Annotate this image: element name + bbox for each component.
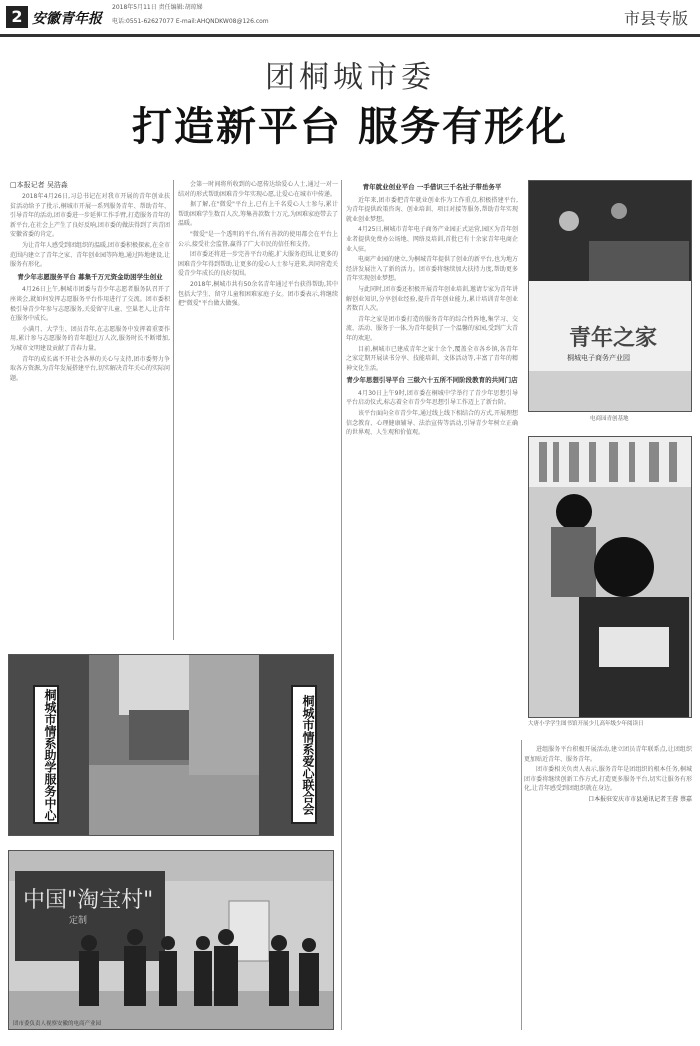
sign-youth-home-sub: 桐城电子商务产业园 xyxy=(567,354,630,362)
paragraph: 小满月、大学生、团员青年,在志愿服务中发挥着重要作用,累计参与志愿服务的青年超过万人次,服务时长不断增加,为城市文明建设贡献了青春力量。 xyxy=(10,325,170,352)
paragraph: 2018年,桐城市共有50余名青年通过平台获得帮助,其中包括大学生、留守儿童和困难家庭子女。团市委表示,将继续把"微爱"平台做大做强。 xyxy=(178,280,338,308)
paragraph: 与此同时,团市委还积极开展青年创业培训,邀请专家为青年讲解创业知识,分享创业经验,提升青年创业能力,累计培训青年创业者数百人次。 xyxy=(346,285,518,313)
banner-text: 中国"淘宝村" xyxy=(23,888,154,913)
paragraph: 4月26日上午,桐城市团委与青少年志愿者服务队召开了座谈会,就如何发挥志愿服务平台作用进行了交流。团市委积极引导青少年参与志愿服务,关爱留守儿童、空巢老人,让青年在服务中成长。 xyxy=(10,286,170,323)
paragraph: 4月25日,桐城市青年电子商务产业园正式运营,园区为青年创业者提供免费办公场地、网络及培训,首批已有十余家青年电商企业入驻。 xyxy=(346,226,518,253)
article-column-1 xyxy=(10,192,170,640)
section-label: 市县专版 xyxy=(623,9,688,28)
photo-children-reading xyxy=(528,436,692,718)
paragraph: 团市委相关负责人表示,服务青年是团组织的根本任务,桐城团市委将继续创新工作方式,打造更多服务平台,切实让服务有形化,让青年感受到团组织就在身边。 xyxy=(524,766,692,793)
subheading: 青少年思想引导平台 三级六十五所不同阶段教育的共同门店 xyxy=(346,376,518,385)
sign-right: 桐城市情系爱心联合会 xyxy=(291,685,317,824)
article-column-3 xyxy=(346,180,518,1030)
paper-name: 安徽青年报 xyxy=(32,11,102,27)
paragraph: 青年之家是团市委打造的服务青年的综合性阵地,集学习、交流、活动、服务于一体,为青年提供了一个温馨的家园,受到广大青年的欢迎。 xyxy=(346,315,518,342)
paragraph: 电商产业园的建立,为桐城青年提供了创业的新平台,也为地方经济发展注入了新的活力。团市委将继续加大扶持力度,帮助更多青年实现创业梦想。 xyxy=(346,256,518,283)
column-divider xyxy=(341,180,342,1030)
paragraph: 近年来,团市委把青年就业创业作为工作重点,积极搭建平台,为青年提供政策咨询、创业培训、项目对接等服务,帮助青年实现就业创业梦想。 xyxy=(346,196,518,223)
masthead xyxy=(0,0,700,37)
sign-youth-home: 青年之家 xyxy=(569,325,658,351)
byline: □本报记者 吴浩淼 xyxy=(10,181,68,189)
photo-caption: 大唐小学学生图书馆开展少儿高年级少年阅读日 xyxy=(528,721,644,727)
paragraph: 为让青年人感受到团组织的温暖,团市委积极探索,在全市范围内建立了青年之家、青年创业园等阵地,通过阵地建设,让服务有形化。 xyxy=(10,241,170,269)
photo-caption: 团市委负责人视察安徽的电商产业园 xyxy=(13,1021,102,1027)
paragraph: "微爱"是一个透明的平台,所有善款的使用都会在平台上公示,接受社会监督,赢得了广大市民的信任和支持。 xyxy=(178,230,338,248)
article-column-2 xyxy=(178,180,338,640)
headline-kicker: 团桐城市委 xyxy=(265,60,435,95)
photo-indoor-visit xyxy=(8,850,334,1030)
paragraph: 4月30日上午9时,团市委在桐城中学举行了青少年思想引导平台启动仪式,标志着全市青少年思想引导工作迈上了新台阶。 xyxy=(346,389,518,407)
paragraph: 据了解,在"微爱"平台上,已有上千名爱心人士参与,累计帮助困难学生数百人次,筹集善款数十万元,为困难家庭带去了温暖。 xyxy=(178,201,338,228)
subheading: 青少年志愿服务平台 募集千万元资金助困学生创业 xyxy=(17,272,163,281)
photo-caption: 电商园青创基地 xyxy=(590,416,629,422)
article-column-4 xyxy=(524,745,692,1035)
photo-youth-home xyxy=(528,180,692,412)
photo-gate-signs xyxy=(8,654,334,836)
photo-youth-home-scene xyxy=(529,181,691,411)
column-divider xyxy=(521,740,522,1030)
banner-subtext: 定制 xyxy=(69,916,88,926)
paragraph: 会第一时间将所收到的心愿传达给爱心人士,通过一对一结对的形式帮助困难青少年实现心愿,让爱心在城市中传递。 xyxy=(178,181,338,198)
paragraph: 该平台面向全市青少年,通过线上线下相结合的方式,开展理想信念教育、心理健康辅导、法治宣传等活动,引导青少年树立正确的世界观、人生观和价值观。 xyxy=(346,410,518,437)
contact-line: 电话:0551-62627077 E-mail:AHQNDKW08@126.com xyxy=(112,18,269,25)
paragraph: 青年的成长离不开社会各界的关心与支持,团市委努力争取各方资源,为青年发展搭建平台,切实解决青年关心的实际问题。 xyxy=(10,355,170,382)
paragraph: 团市委还将进一步完善平台功能,扩大服务范围,让更多的困难青少年得到帮助,让更多的爱心人士参与进来,共同营造关爱青少年成长的良好氛围。 xyxy=(178,251,338,278)
photo-visit-scene xyxy=(9,851,333,1029)
paragraph: 2018年4月26日,习总书记在对我市开展的青年创业扶贫活动给予了批示,桐城市开展一系列服务青年、帮助青年、引导青年的活动,团市委进一步延伸工作手臂,打造服务青年的新平台,在社会上产生了良好反响,团市委的做法得到了共青团安徽省委的肯定。 xyxy=(10,193,170,239)
photo-reading-scene xyxy=(529,437,691,717)
page-number: 2 xyxy=(6,6,28,28)
paragraph: 目前,桐城市已建成青年之家十余个,覆盖全市各乡镇,各青年之家定期开展读书分享、技能培训、文体活动等,丰富了青年的精神文化生活。 xyxy=(346,345,518,372)
subheading: 青年就业创业平台 一手借识三千名社子带岳务平 xyxy=(362,183,502,191)
date-line: 2018年5月11日 责任编辑:胡琼娣 xyxy=(112,4,203,11)
column-divider xyxy=(173,180,174,640)
headline: 打造新平台 服务有形化 xyxy=(132,103,568,150)
paragraph: 进组服务平台积极开展活动,建立团员青年联系点,让团组织更加贴近青年、服务青年。 xyxy=(524,746,692,763)
sign-left: 桐城市情系助学服务中心 xyxy=(33,685,59,824)
paragraph: 口本报驻安庆市市县通讯记者王蓉 蔡嘉 xyxy=(588,795,692,803)
